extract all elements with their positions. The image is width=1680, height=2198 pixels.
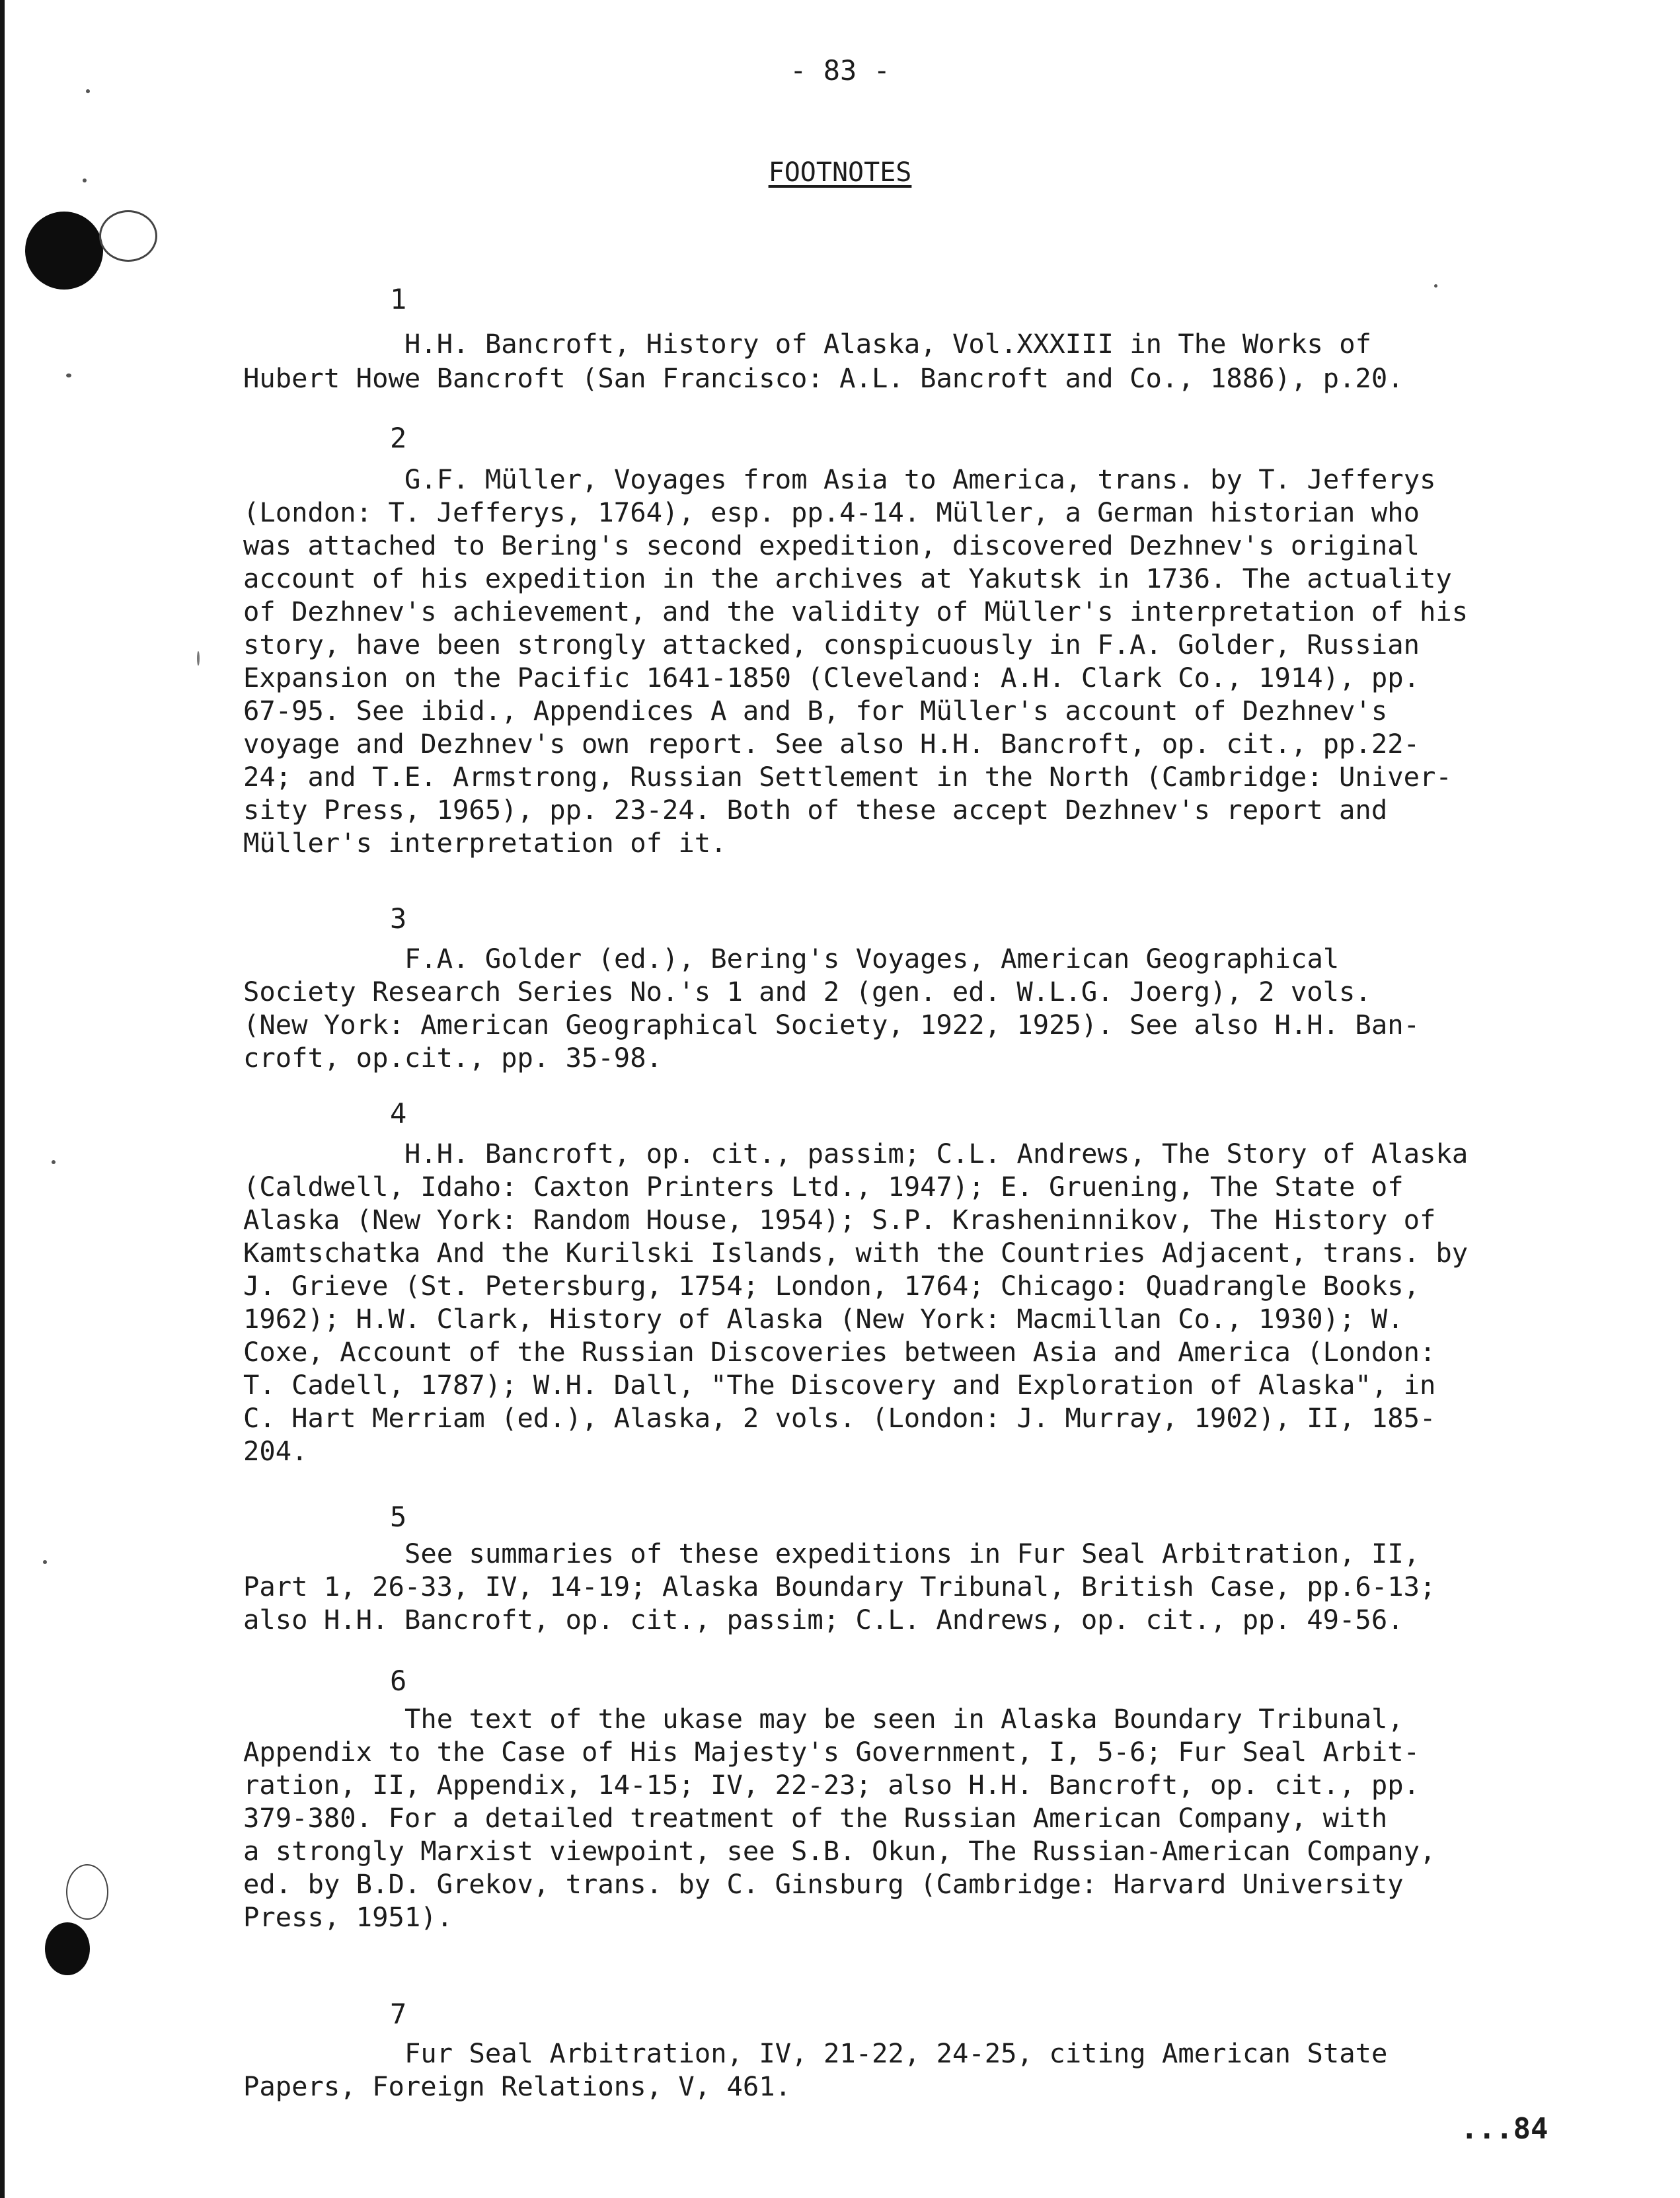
- footnote-line: story, have been strongly attacked, conspicuously in F.A. Golder, Russian: [243, 629, 1420, 660]
- punch-hole-top-ring: [99, 210, 157, 262]
- heading-text: FOOTNOTES: [768, 157, 912, 188]
- footnote-line: sity Press, 1965), pp. 23-24. Both of these accept Dezhnev's report and: [243, 794, 1388, 826]
- page-heading: [0, 157, 1680, 188]
- speck: [1434, 284, 1437, 288]
- footnote-line: croft, op.cit., pp. 35-98.: [243, 1042, 662, 1074]
- footnote-line: Fur Seal Arbitration, IV, 21-22, 24-25, citing American State: [404, 2037, 1388, 2069]
- footnote-line: Expansion on the Pacific 1641-1850 (Cleveland: A.H. Clark Co., 1914), pp.: [243, 662, 1420, 693]
- footnote-line: was attached to Bering's second expedition, discovered Dezhnev's original: [243, 530, 1420, 561]
- footnote-line: Kamtschatka And the Kurilski Islands, with the Countries Adjacent, trans. by: [243, 1237, 1469, 1269]
- footnote-line: H.H. Bancroft, History of Alaska, Vol.XXXIII in The Works of: [404, 328, 1371, 360]
- footnote-line: H.H. Bancroft, op. cit., passim; C.L. Andrews, The Story of Alaska: [404, 1138, 1469, 1169]
- footnote-line: Alaska (New York: Random House, 1954); S.P. Krasheninnikov, The History of: [243, 1204, 1436, 1236]
- footnote-line: 24; and T.E. Armstrong, Russian Settlement in the North (Cambridge: Univer-: [243, 761, 1452, 793]
- footnote-line: 379-380. For a detailed treatment of the Russian American Company, with: [243, 1802, 1388, 1834]
- footnote-number: 1: [390, 283, 407, 315]
- footnote-line: See summaries of these expeditions in Fur Seal Arbitration, II,: [404, 1538, 1420, 1569]
- footnote-line: Coxe, Account of the Russian Discoveries between Asia and America (London:: [243, 1336, 1436, 1368]
- footnote-line: a strongly Marxist viewpoint, see S.B. Okun, The Russian-American Company,: [243, 1835, 1436, 1867]
- punch-hole-bottom: [45, 1922, 90, 1975]
- footnote-line: Müller's interpretation of it.: [243, 827, 727, 859]
- footnote-line: (New York: American Geographical Society, 1922, 1925). See also H.H. Ban-: [243, 1009, 1420, 1040]
- punch-hole-top: [25, 212, 103, 290]
- footnote-line: 204.: [243, 1435, 308, 1467]
- footnote-line: Press, 1951).: [243, 1901, 453, 1933]
- footnote-number: 4: [390, 1097, 407, 1130]
- footnote-number: 3: [390, 902, 407, 935]
- footnote-line: voyage and Dezhnev's own report. See also H.H. Bancroft, op. cit., pp.22-: [243, 728, 1420, 760]
- footnote-number: 2: [390, 422, 407, 454]
- footnote-line: Part 1, 26-33, IV, 14-19; Alaska Boundary Tribunal, British Case, pp.6-13;: [243, 1571, 1436, 1602]
- speck: [43, 1560, 47, 1564]
- footnote-line: (Caldwell, Idaho: Caxton Printers Ltd., 1947); E. Gruening, The State of: [243, 1171, 1404, 1202]
- footnote-number: 5: [390, 1501, 407, 1533]
- footnote-line: Hubert Howe Bancroft (San Francisco: A.L. Bancroft and Co., 1886), p.20.: [243, 362, 1404, 394]
- continued-marker: ...84: [1461, 2112, 1548, 2146]
- footnote-line: 67-95. See ibid., Appendices A and B, for Müller's account of Dezhnev's: [243, 695, 1388, 726]
- footnote-line: The text of the ukase may be seen in Alaska Boundary Tribunal,: [404, 1703, 1404, 1735]
- speck: [66, 373, 71, 377]
- footnote-line: account of his expedition in the archives at Yakutsk in 1736. The actuality: [243, 563, 1452, 594]
- footnote-line: Papers, Foreign Relations, V, 461.: [243, 2070, 792, 2102]
- speck: [197, 651, 200, 666]
- punch-hole-bottom-ring: [66, 1864, 108, 1920]
- footnote-line: 1962); H.W. Clark, History of Alaska (New York: Macmillan Co., 1930); W.: [243, 1303, 1404, 1335]
- footnote-line: Society Research Series No.'s 1 and 2 (gen. ed. W.L.G. Joerg), 2 vols.: [243, 976, 1371, 1007]
- speck: [86, 89, 90, 93]
- footnote-line: (London: T. Jefferys, 1764), esp. pp.4-14. Müller, a German historian who: [243, 496, 1420, 528]
- footnote-line: also H.H. Bancroft, op. cit., passim; C.L. Andrews, op. cit., pp. 49-56.: [243, 1604, 1404, 1635]
- page-number: - 83 -: [790, 54, 890, 87]
- footnote-line: F.A. Golder (ed.), Bering's Voyages, American Geographical: [404, 943, 1340, 974]
- footnote-line: C. Hart Merriam (ed.), Alaska, 2 vols. (London: J. Murray, 1902), II, 185-: [243, 1402, 1436, 1434]
- page-edge: [0, 0, 5, 2198]
- footnote-line: of Dezhnev's achievement, and the validity of Müller's interpretation of his: [243, 596, 1469, 627]
- speck: [52, 1160, 56, 1164]
- footnote-line: T. Cadell, 1787); W.H. Dall, "The Discovery and Exploration of Alaska", in: [243, 1369, 1436, 1401]
- footnote-line: J. Grieve (St. Petersburg, 1754; London, 1764; Chicago: Quadrangle Books,: [243, 1270, 1420, 1302]
- footnote-number: 6: [390, 1665, 407, 1697]
- footnote-line: ration, II, Appendix, 14-15; IV, 22-23; also H.H. Bancroft, op. cit., pp.: [243, 1769, 1420, 1801]
- footnote-line: ed. by B.D. Grekov, trans. by C. Ginsburg (Cambridge: Harvard University: [243, 1868, 1404, 1900]
- footnote-line: G.F. Müller, Voyages from Asia to America, trans. by T. Jefferys: [404, 463, 1436, 495]
- footnote-line: Appendix to the Case of His Majesty's Government, I, 5-6; Fur Seal Arbit-: [243, 1736, 1420, 1768]
- footnote-number: 7: [390, 1998, 407, 2030]
